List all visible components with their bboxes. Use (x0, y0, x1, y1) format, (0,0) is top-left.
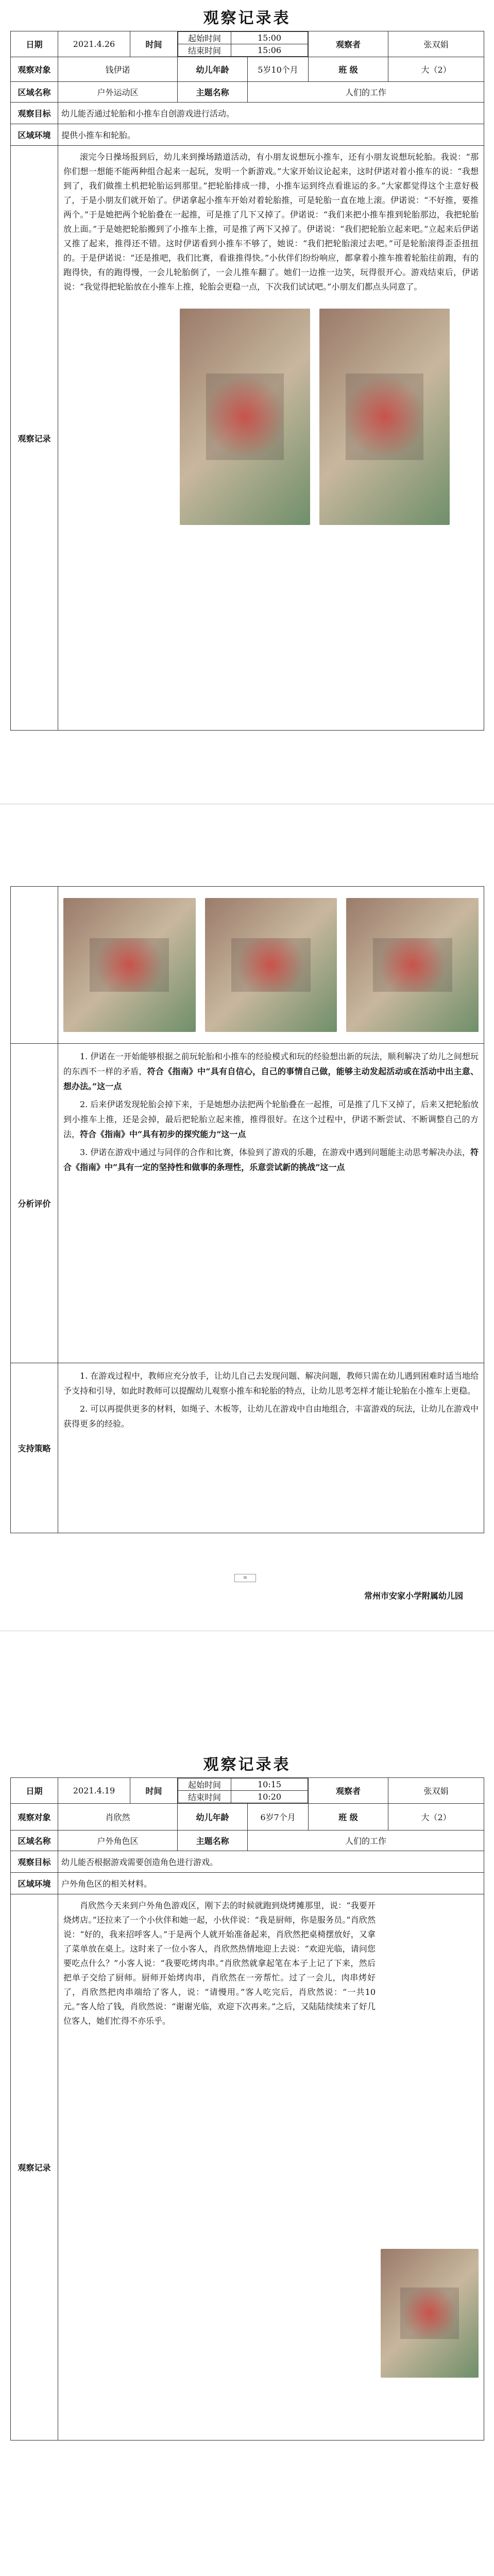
area-value: 户外运动区 (58, 82, 178, 103)
observation-photo (63, 898, 196, 1032)
observation-photo (381, 2249, 479, 2378)
subject-value: 钱伊诺 (58, 57, 178, 82)
observer-value: 张双娟 (388, 1778, 484, 1804)
observer-label: 观察者 (309, 31, 388, 57)
record2-narrative (61, 1894, 481, 2032)
date-label: 日期 (11, 1778, 58, 1804)
theme-value: 人们的工作 (248, 82, 484, 103)
record1-narrative (61, 146, 481, 298)
age-label: 幼儿年龄 (178, 57, 248, 82)
subject-label: 观察对象 (11, 57, 58, 82)
record1-analysis (58, 1044, 484, 1363)
time-label: 时间 (130, 1778, 178, 1804)
analysis-label: 分析评价 (11, 1044, 58, 1363)
record1-continued-table (10, 886, 484, 1533)
theme-value: 人们的工作 (248, 1831, 484, 1851)
end-time-value: 15:06 (231, 44, 308, 57)
area-label: 区域名称 (11, 1831, 58, 1851)
record-label: 观察记录 (11, 146, 58, 731)
subject-value: 肖欣然 (58, 1804, 178, 1831)
area-value: 户外角色区 (58, 1831, 178, 1851)
age-value: 5岁10个月 (248, 57, 309, 82)
end-time-label: 结束时间 (178, 44, 231, 57)
analysis-item: 2. 后来伊诺发现轮胎会掉下来，于是她想办法把两个轮胎叠在一起推，可是推了几下又掉了，后来又把轮胎放到小推车上推，还是会掉，最后把轮胎立起来推，推得很好。在这个过程中，伊诺不断尝试、不断调整自己的方法，符合《指南》中“具有初步的探究能力”这一点 (63, 1099, 479, 1139)
observation-photo (346, 898, 479, 1032)
end-time-label: 结束时间 (178, 1791, 231, 1803)
start-time-value: 10:15 (231, 1778, 308, 1791)
env-value: 户外角色区的相关材料。 (58, 1873, 484, 1894)
age-label: 幼儿年龄 (178, 1804, 248, 1831)
analysis-item: 1. 伊诺在一开始能够根据之前玩轮胎和小推车的经验模式和玩的经验想出新的玩法，顺利解决了幼儿之间想玩的东西不一样的矛盾，符合《指南》中“具有自信心，自己的事情自己做，能够主动发起活动或在活动中出主意、想办法。”这一点 (63, 1052, 479, 1091)
start-time-label: 起始时间 (178, 32, 231, 44)
end-time-value: 10:20 (231, 1791, 308, 1803)
theme-label: 主题名称 (178, 82, 248, 103)
time-label: 时间 (130, 31, 178, 57)
record-label: 观察记录 (11, 1894, 58, 2441)
start-time-label: 起始时间 (178, 1778, 231, 1791)
env-label: 区域环境 (11, 124, 58, 146)
strategy-label: 支持策略 (11, 1363, 58, 1533)
date-label: 日期 (11, 31, 58, 57)
strategy-item: 1. 在游戏过程中，教师应充分放手，让幼儿自己去发现问题、解决问题，教师只需在幼儿遇到困难时适当地给予支持和引导，如此时教师可以提醒幼儿观察小推车和轮胎的特点，让幼儿思考怎样才能让轮胎在小推车上更稳。 (63, 1371, 479, 1396)
goal-label: 观察目标 (11, 1851, 58, 1873)
class-label: 班 级 (309, 57, 388, 82)
record2-title: 观察记录表 (203, 1756, 291, 1774)
record2-header-table (10, 1777, 484, 2441)
env-label: 区域环境 (11, 1873, 58, 1894)
strategy-item: 2. 可以再提供更多的材料，如绳子、木板等，让幼儿在游戏中自由地组合，丰富游戏的玩法，让幼儿在游戏中获得更多的经验。 (63, 1404, 479, 1429)
observer-label: 观察者 (309, 1778, 388, 1804)
page-marker: ≡ (234, 1574, 256, 1582)
theme-label: 主题名称 (178, 1831, 248, 1851)
env-value: 提供小推车和轮胎。 (58, 124, 484, 146)
class-value: 大（2） (388, 1804, 484, 1831)
age-value: 6岁7个月 (248, 1804, 309, 1831)
observation-photo (180, 309, 310, 525)
class-value: 大（2） (388, 57, 484, 82)
record1-header-table (10, 31, 484, 731)
start-time-value: 15:00 (231, 32, 308, 44)
record2-narrative-text: 肖欣然今天来到户外角色游戏区，刚下去的时候就跑到烧烤摊那里，说：“我要开烧烤店。”还拉来了一个小伙伴和她一起，小伙伴说：“我是厨师，你是服务员。”肖欣然说：“好的，我来招呼客人。”于是两个人就开始准备起来，肖欣然把桌椅摆放好，又拿了菜单放在桌上。这时来了一位小客人，肖欣然热情地迎上去说：“欢迎光临，请问您要吃点什么？”小客人说：“我要吃烤肉串。”肖欣然就拿起笔在本子上记了下来，然后把单子交给了厨师。厨师开始烤肉串，肖欣然在一旁帮忙。过了一会儿，肉串烤好了，肖欣然把肉串端给了客人，说：“请慢用。”客人吃完后，肖欣然说：“一共10元。”客人给了钱，肖欣然说：“谢谢光临，欢迎下次再来。”之后，又陆陆续续来了好几位客人，她们忙得不亦乐乎。 (63, 1901, 376, 2026)
observer-value: 张双娟 (388, 31, 484, 57)
goal-label: 观察目标 (11, 103, 58, 124)
goal-value: 幼儿能否通过轮胎和小推车自创游戏进行活动。 (58, 103, 484, 124)
record1-title: 观察记录表 (203, 9, 291, 27)
analysis-item: 3. 伊诺在游戏中通过与同伴的合作和比赛，体验到了游戏的乐趣，在游戏中遇到问题能主动思考解决办法，符合《指南》中“具有一定的坚持性和做事的条理性，乐意尝试新的挑战”这一点 (63, 1147, 479, 1172)
area-label: 区域名称 (11, 82, 58, 103)
goal-value: 幼儿能否根据游戏需要创造角色进行游戏。 (58, 1851, 484, 1873)
school-name: 常州市安家小学附属幼儿园 (364, 1591, 463, 1601)
subject-label: 观察对象 (11, 1804, 58, 1831)
observation-photo (205, 898, 337, 1032)
record1-narrative-text: 滚完今日操场报到后，幼儿来到操场踏道活动，有小朋友说想玩小推车，还有小朋友说想玩轮胎。我说：“那你们想一想能不能两种组合起来一起玩，发明一个新游戏。”大家开始议论起来，这时伊诺对着小推车的说：“我想到了，我们做推土机把轮胎运到那里。”把轮胎排成一排，小推车运到终点看谁运的多。”大家都觉得这个主意好极了，于是小朋友们就开始了。伊诺拿起小推车开始对着轮胎推，可是轮胎一直在地上滚。伊诺说：“不好推，要推两个。”于是她把两个轮胎叠在一起推，可是推了几下又掉了。伊诺说：“我们来把小推车推到轮胎那边，我把轮胎放上面。”于是她把轮胎搬到了小推车上推，可是推了两下又掉了。伊诺说：“我们把轮胎立起来吧。”立起来后伊诺又推了起来，推得还不错。这时伊诺看到小推车不够了，她说：“我们把轮胎滚过去吧。”可是轮胎滚得歪歪扭扭的。于是伊诺说：“还是推吧，我们比赛，看谁推得快。”小伙伴们纷纷响应，都拿着小推车推着轮胎往前跑，有的跑得快，有的跑得慢，一会儿轮胎倒了，一会儿推车翻了。她们一边推一边笑，玩得很开心。游戏结束后，伊诺说：“我觉得把轮胎放在小推车上推，轮胎会更稳一点，下次我们试试吧。”小朋友们都点头同意了。 (63, 152, 479, 292)
date-value: 2021.4.19 (58, 1778, 130, 1804)
class-label: 班 级 (309, 1804, 388, 1831)
record1-strategy (58, 1363, 484, 1533)
observation-photo (319, 309, 450, 525)
date-value: 2021.4.26 (58, 31, 130, 57)
